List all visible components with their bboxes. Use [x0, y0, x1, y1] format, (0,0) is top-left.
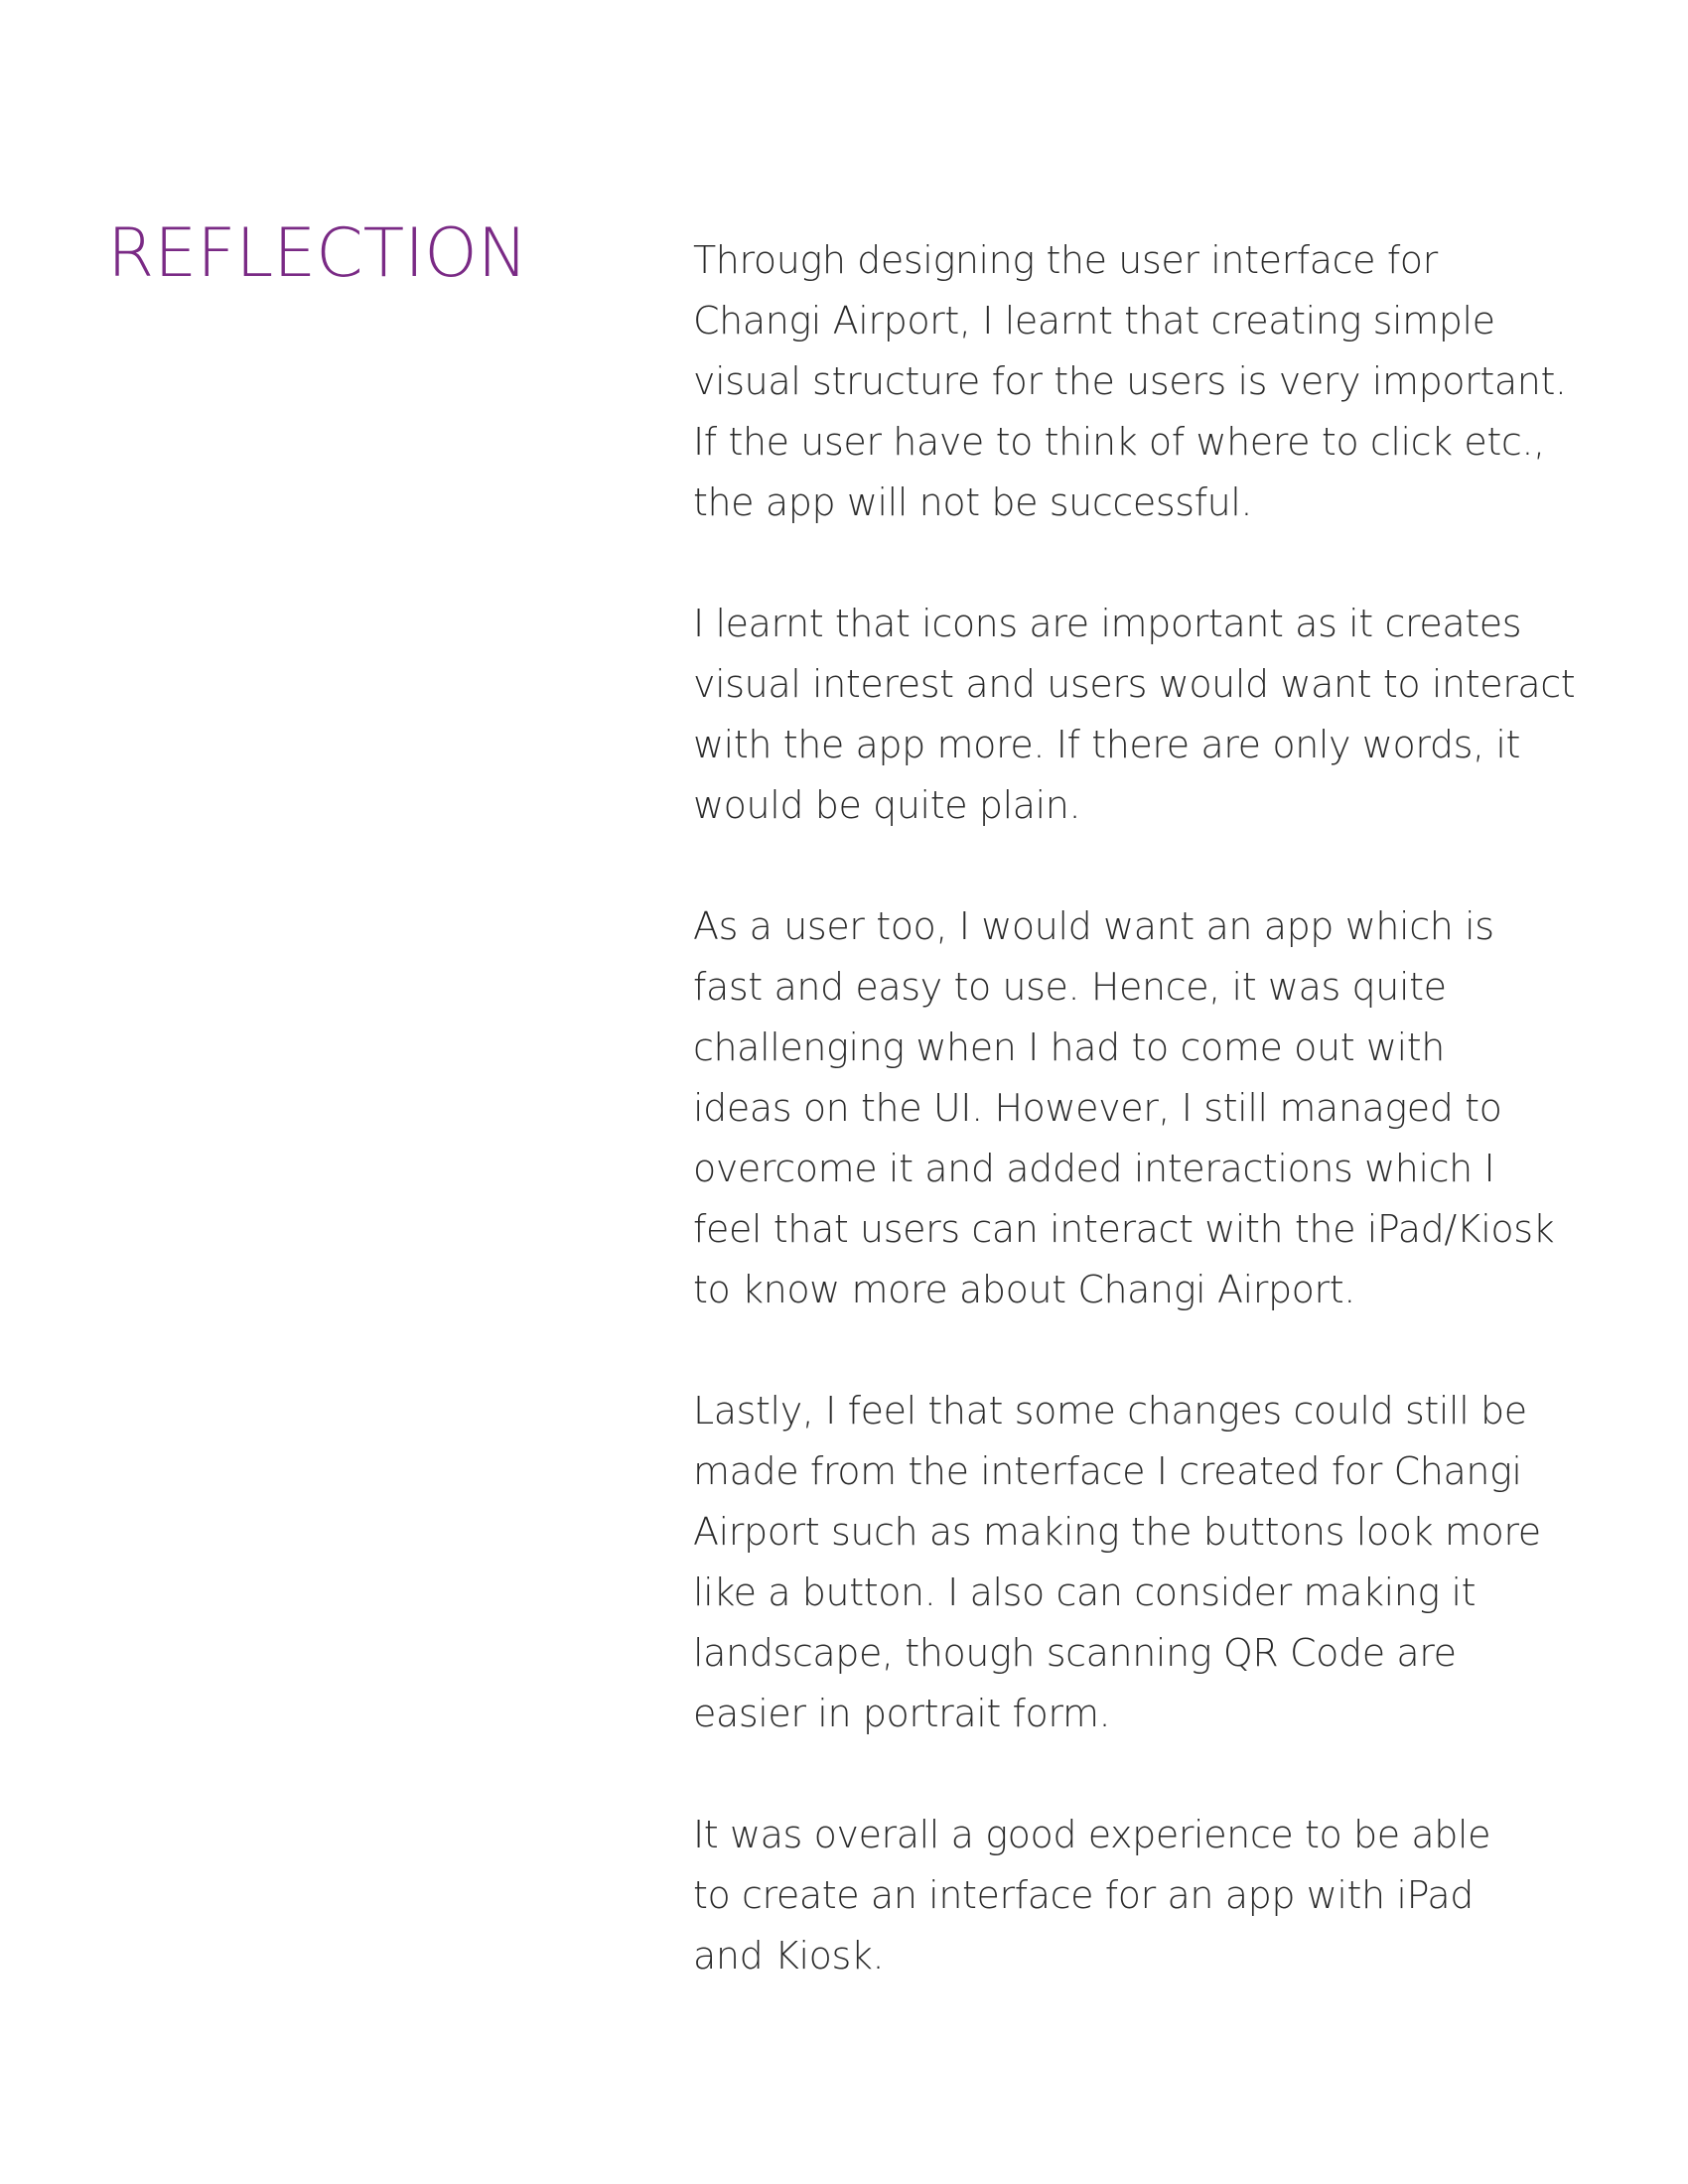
text-line: Through designing the user interface for	[693, 238, 1438, 282]
text-line: challenging when I had to come out with	[693, 1025, 1445, 1069]
text-line: fast and easy to use. Hence, it was quite	[693, 965, 1447, 1009]
paragraph-4	[693, 1381, 1607, 1744]
paragraph-3	[693, 896, 1607, 1320]
text-line: I learnt that icons are important as it creates	[693, 602, 1522, 645]
text-line: with the app more. If there are only words, it	[693, 723, 1521, 766]
text-line: like a button. I also can consider making it	[693, 1570, 1477, 1614]
text-line: Airport such as making the buttons look more	[693, 1510, 1541, 1554]
text-line: overcome it and added interactions which I	[693, 1147, 1495, 1190]
text-line: ideas on the UI. However, I still managed to	[693, 1086, 1502, 1130]
text-line: Lastly, I feel that some changes could still be	[693, 1389, 1527, 1433]
text-line: visual interest and users would want to interact	[693, 662, 1576, 706]
text-line: would be quite plain.	[693, 783, 1081, 827]
reflection-body	[693, 230, 1607, 1986]
text-line: the app will not be successful.	[693, 480, 1253, 524]
text-line: to create an interface for an app with iPad	[693, 1873, 1474, 1917]
text-line: easier in portrait form.	[693, 1692, 1111, 1735]
paragraph-2	[693, 594, 1607, 836]
text-line: feel that users can interact with the iPad/Kiosk	[693, 1207, 1555, 1251]
text-line: made from the interface I created for Changi	[693, 1449, 1522, 1493]
text-line: As a user too, I would want an app which is	[693, 904, 1494, 948]
page-title: REFLECTION	[107, 214, 528, 293]
text-line: visual structure for the users is very important.	[693, 359, 1567, 403]
text-line: If the user have to think of where to click etc.,	[693, 420, 1545, 464]
text-line: and Kiosk.	[693, 1934, 885, 1978]
text-line: Changi Airport, I learnt that creating simple	[693, 299, 1495, 342]
text-line: to know more about Changi Airport.	[693, 1268, 1355, 1311]
text-line: landscape, though scanning QR Code are	[693, 1631, 1457, 1675]
paragraph-5	[693, 1805, 1607, 1986]
paragraph-1	[693, 230, 1607, 533]
text-line: It was overall a good experience to be able	[693, 1813, 1491, 1856]
